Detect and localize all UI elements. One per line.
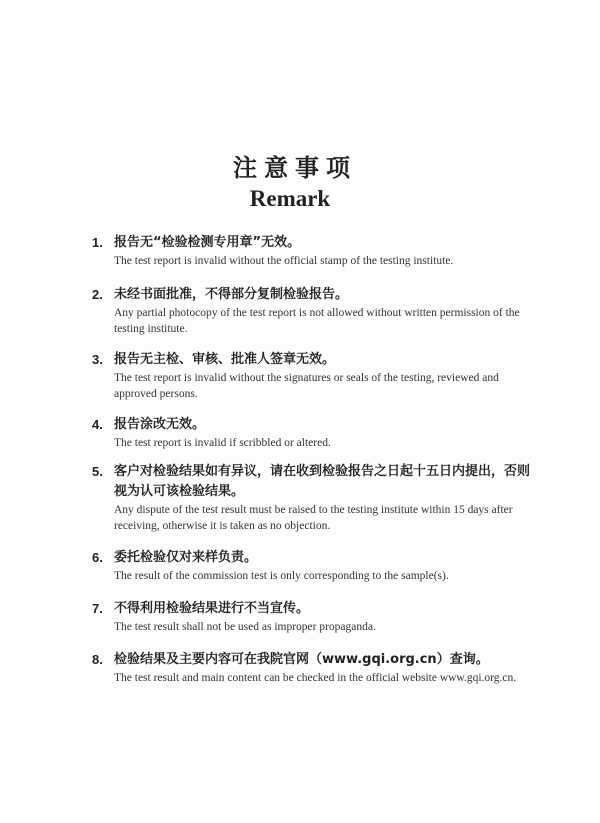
remark-number: 6. [92,550,103,565]
remark-text-english: The test result shall not be used as improper propaganda. [114,621,376,633]
remark-text-chinese: 不得利用检验结果进行不当宣传。 [114,601,310,616]
remark-number: 1. [92,235,103,250]
remark-text-english: Any partial photocopy of the test report is not allowed without written permission of the testing institute. [114,307,520,335]
remark-item-2 [92,285,532,337]
page-title-english: Remark [249,186,331,211]
remark-text-chinese: 报告无主检、审核、批准人签章无效。 [114,352,336,367]
remark-item-1 [92,233,532,269]
remark-text-english: The test report is invalid without the signatures or seals of the testing, reviewed and approved persons. [114,372,499,400]
remark-text-english: Any dispute of the test result must be raised to the testing institute within 15 days after receiving, otherwise it is taken as no objection. [114,504,513,532]
remark-item-8 [92,650,532,686]
remark-number: 3. [92,352,103,367]
remark-number: 2. [92,287,103,302]
remark-item-3 [92,350,532,402]
remark-text-english: The test report is invalid if scribbled or altered. [114,437,331,449]
remark-text-english: The result of the commission test is only corresponding to the sample(s). [114,570,449,582]
remark-text-chinese: 报告涂改无效。 [114,417,206,432]
page-title-chinese: 注意事项 [233,153,357,182]
remark-text-chinese: 未经书面批准，不得部分复制检验报告。 [114,287,349,302]
remark-item-4 [92,415,532,451]
remark-number: 8. [92,652,103,667]
remark-text-english: The test report is invalid without the official stamp of the testing institute. [114,255,454,267]
remark-text-chinese: 报告无“检验检测专用章”无效。 [114,235,301,250]
remark-text-chinese: 客户对检验结果如有异议，请在收到检验报告之日起十五日内提出，否则视为认可该检验结果。 [114,464,531,499]
remark-number: 4. [92,417,103,432]
remark-number: 7. [92,601,103,616]
remark-text-chinese: 委托检验仅对来样负责。 [114,550,258,565]
remark-item-5 [92,462,532,534]
remark-item-6 [92,548,532,584]
remark-number: 5. [92,464,103,479]
remark-item-7 [92,599,532,635]
remark-text-english: The test result and main content can be checked in the official website www.gqi.org.cn. [114,672,517,684]
remark-text-chinese: 检验结果及主要内容可在我院官网（www.gqi.org.cn）查询。 [114,652,489,667]
